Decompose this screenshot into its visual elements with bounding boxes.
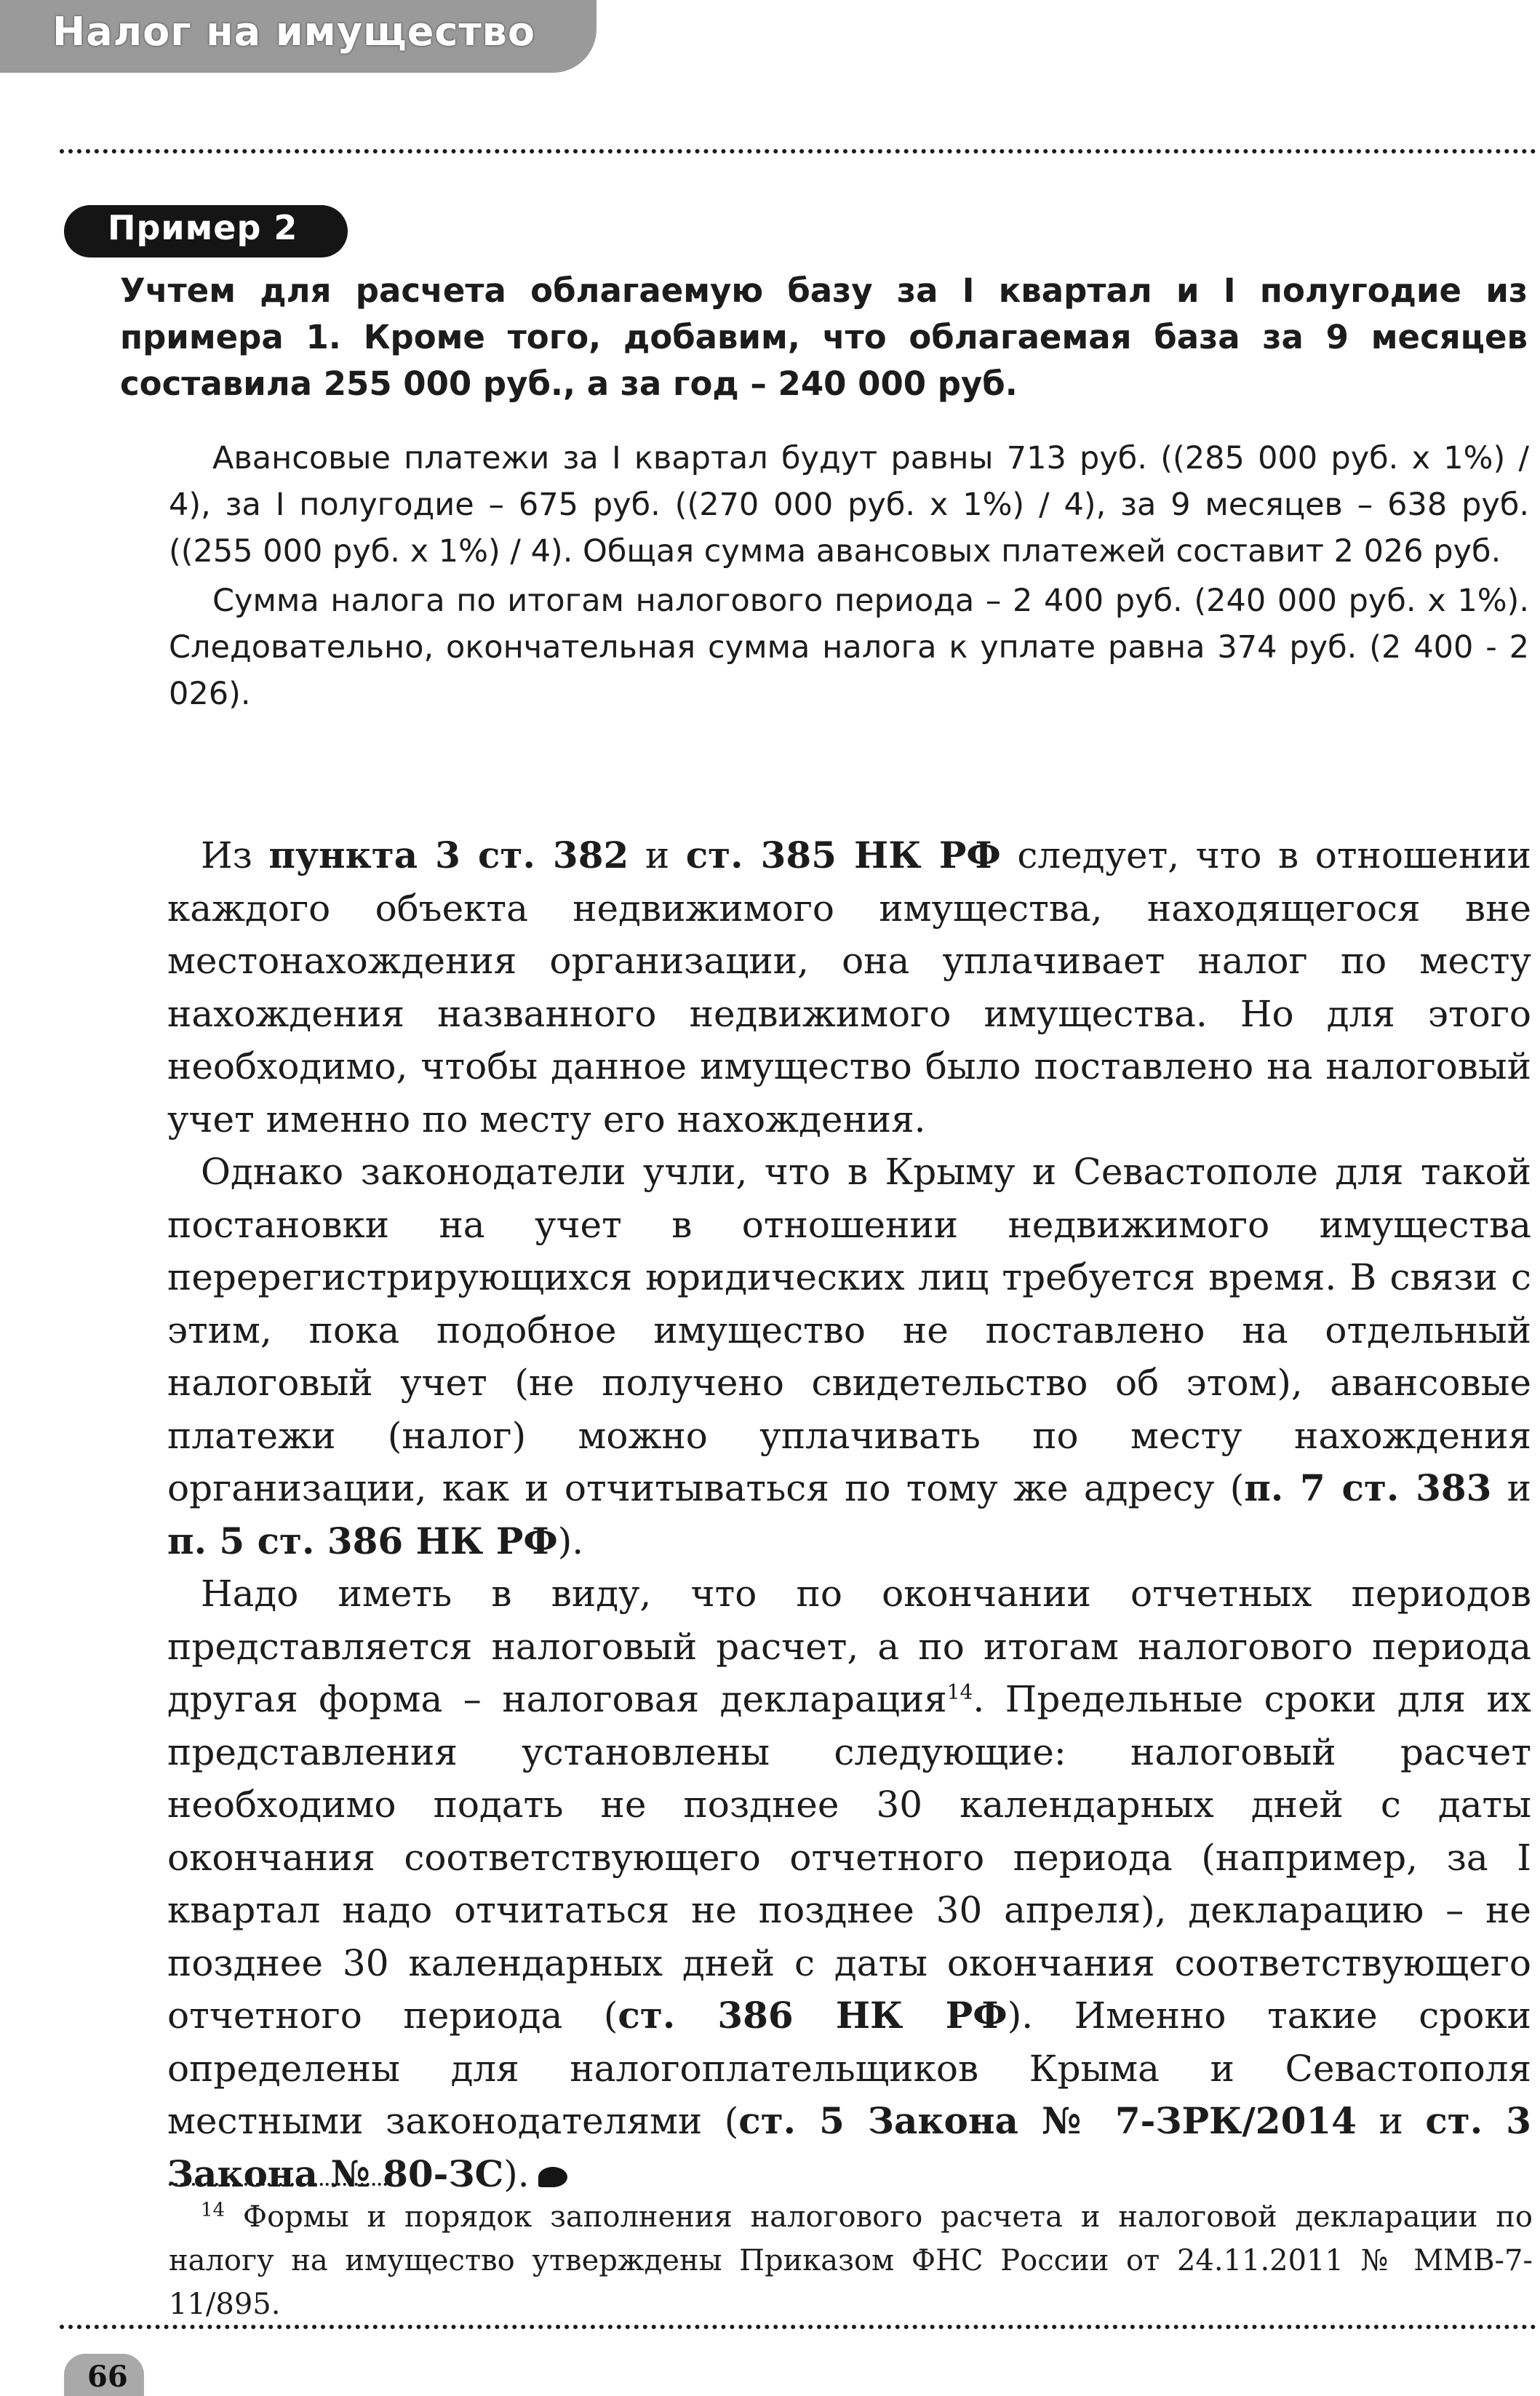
example-paragraph: Авансовые платежи за I квартал будут равны 713 руб. ((285 000 руб. x 1%) / 4), за I полугодие – 675 руб. ((270 000 руб. x 1%) / 4), за 9 месяцев – 638 руб. ((255 000 руб. x 1%) / 4). Общая сумма авансовых платежей составит 2 026 руб. xyxy=(169,440,1529,570)
example-paragraph: Сумма налога по итогам налогового периода – 2 400 руб. (240 000 руб. x 1%). Следовательно, окончательная сумма налога к уплате равна 374 руб. (2 400 - 2 026). xyxy=(169,583,1529,712)
law-reference: п. 7 ст. 383 xyxy=(1244,1466,1492,1509)
text: . Предельные сроки для их представления установлены следующие: налоговый расчет необходимо подать не позднее 30 календарных дней с даты окончания соответствующего отчетного периода (например, за I квартал надо отчитаться не позднее 30 апреля), декларацию – не позднее 30 календарных дней с даты окончания соответствующего отчетного периода ( xyxy=(167,1678,1531,2037)
paragraph-2 xyxy=(167,1146,1531,1568)
law-reference: пункта 3 ст. 382 xyxy=(268,834,629,876)
text: Однако законодатели учли, что в Крыму и Севастополе для такой постановки на учет в отношении недвижимого имущества перерегистрирующихся юридических лиц требуется время. В связи с этим, пока подобное имущество не поставлено на отдельный налоговый учет (не получено свидетельство об этом), авансовые платежи (налог) можно уплачивать по месту нахождения организации, как и отчитываться по тому же адресу ( xyxy=(167,1151,1531,1509)
text: и xyxy=(629,834,686,876)
footnote-text: Формы и порядок заполнения налогового расчета и налоговой декларации по налогу на имущество утверждены Приказом ФНС России от 24.11.2011 № ММВ-7-11/895. xyxy=(169,2200,1533,2321)
bottom-divider xyxy=(60,2325,1536,2329)
text: Надо иметь в виду, что по окончании отчетных периодов представляется налоговый расчет, а по итогам налогового периода другая форма – налоговая декларация xyxy=(167,1573,1531,1720)
law-reference: ст. 5 Закона № 7-ЗРК/2014 xyxy=(738,2099,1357,2142)
paragraph-1 xyxy=(167,829,1531,1146)
section-title: Налог на имущество xyxy=(52,9,535,55)
law-reference: ст. 385 НК РФ xyxy=(685,834,1001,876)
footnote-number: 14 xyxy=(201,2199,226,2221)
top-divider xyxy=(60,149,1536,153)
example-body xyxy=(169,435,1529,720)
law-reference: п. 5 ст. 386 НК РФ xyxy=(167,1519,558,1562)
page-number: 66 xyxy=(87,2360,128,2394)
paragraph-3 xyxy=(167,1568,1531,2200)
text: ). xyxy=(503,2152,530,2195)
main-text xyxy=(167,829,1531,2200)
footnote xyxy=(169,2195,1533,2326)
text: и xyxy=(1356,2100,1426,2142)
footnote-divider xyxy=(169,2183,387,2186)
law-reference: ст. 3 Закона № 80-ЗС xyxy=(167,2099,1531,2195)
end-of-section-icon xyxy=(538,2167,567,2187)
law-reference: ст. 386 НК РФ xyxy=(618,1994,1008,2037)
text: следует, что в отношении каждого объекта недвижимого имущества, находящегося вне местонахождения организации, она уплачивает налог по месту нахождения названного недвижимого имущества. Но для этого необходимо, чтобы данное имущество было поставлено на налоговый учет именно по месту его нахождения. xyxy=(167,834,1531,1141)
text: и xyxy=(1491,1467,1532,1509)
text: ). Именно такие сроки определены для налогоплательщиков Крыма и Севастополя местными законодателями ( xyxy=(167,1994,1531,2142)
example-heading: Учтем для расчета облагаемую базу за I квартал и I полугодие из примера 1. Кроме того, добавим, что облагаемая база за 9 месяцев составила 255 000 руб., а за год – 240 000 руб. xyxy=(120,271,1528,403)
example-label: Пример 2 xyxy=(108,208,298,247)
text: Из xyxy=(201,834,269,876)
text: ). xyxy=(557,1520,584,1562)
footnote-marker: 14 xyxy=(946,1680,973,1704)
